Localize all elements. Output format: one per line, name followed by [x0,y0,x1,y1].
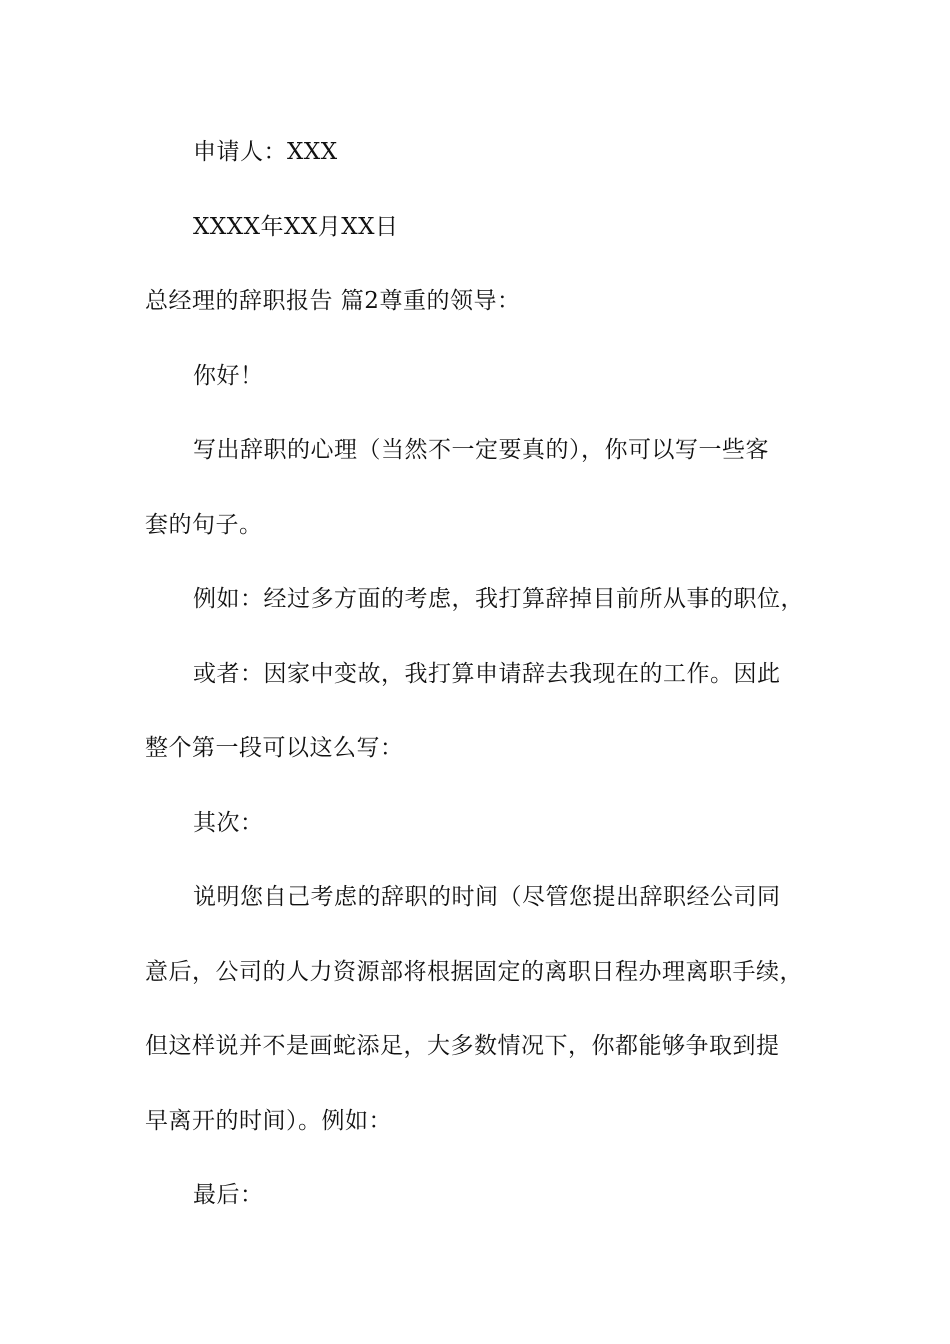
section-heading: 总经理的辞职报告 篇2尊重的领导： [145,288,521,314]
paragraph-1-line-2: 套的句子。 [145,512,263,538]
paragraph-2-line-1: 例如：经过多方面的考虑，我打算辞掉目前所从事的职位， [193,586,804,612]
secondly-line: 其次： [193,810,264,836]
paragraph-4-line-1: 说明您自己考虑的辞职的时间（尽管您提出辞职经公司同 [193,884,781,910]
paragraph-4-line-2: 意后，公司的人力资源部将根据固定的离职日程办理离职手续， [145,959,803,985]
paragraph-4-line-4: 早离开的时间）。例如： [145,1108,392,1134]
applicant-line: 申请人：XXX [193,139,338,165]
date-line: XXXX年XX月XX日 [193,214,399,240]
finally-line: 最后： [193,1182,264,1208]
paragraph-1-line-1: 写出辞职的心理（当然不一定要真的），你可以写一些客 [193,437,769,463]
greeting-line: 你好！ [193,363,264,389]
paragraph-4-line-3: 但这样说并不是画蛇添足，大多数情况下，你都能够争取到提 [145,1033,780,1059]
paragraph-3-line-1: 或者：因家中变故，我打算申请辞去我现在的工作。因此 [193,661,781,687]
paragraph-3-line-2: 整个第一段可以这么写： [145,735,404,761]
